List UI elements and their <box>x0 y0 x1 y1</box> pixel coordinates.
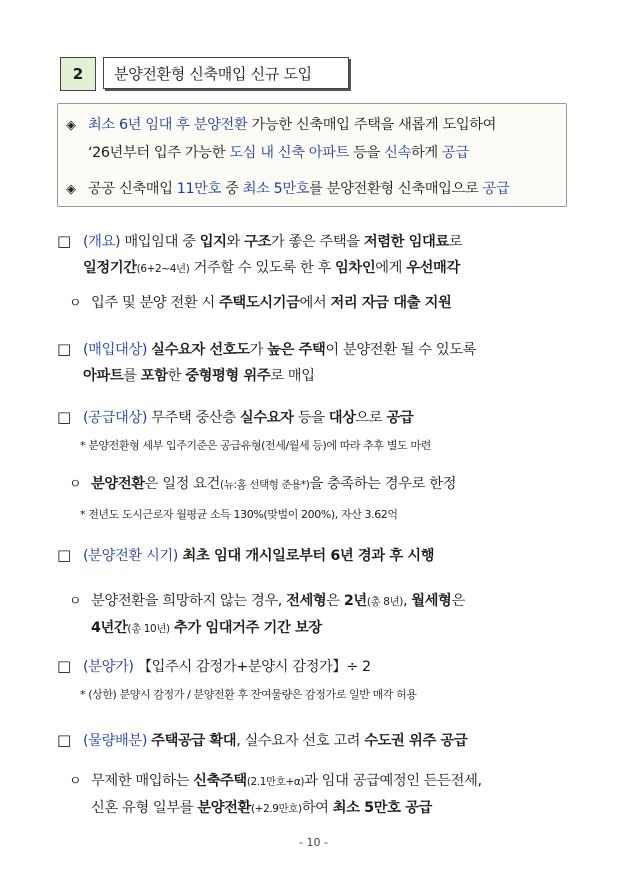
circle-bullet-icon: ㅇ <box>69 296 82 311</box>
summary-line-1 <box>66 112 558 139</box>
circle-bullet-icon: ㅇ <box>69 477 82 492</box>
square-bullet-icon: □ <box>57 546 71 564</box>
circle-bullet-icon: ㅇ <box>69 774 82 789</box>
diamond-bullet-icon: ◈ <box>66 118 76 133</box>
section-title: 분양전환형 신축매입 신규 도입 <box>103 57 349 89</box>
supply-note: * 분양전환형 세부 입주기준은 공급유형(전세/월세 등)에 따라 추후 별도 마련 <box>80 439 431 452</box>
circle-bullet-icon: ㅇ <box>69 594 82 609</box>
summary-line-1-cont: ‘26년부터 입주 가능한 도심 내 신축 아파트 등을 신속하게 공급 <box>88 145 469 161</box>
square-bullet-icon: □ <box>57 731 71 749</box>
item-supply: □ (공급대상) 무주택 중산층 실수요자 등을 대상으로 공급 <box>57 404 572 431</box>
item-target: □ (매입대상) 실수요자 선호도가 높은 주택이 분양전환 될 수 있도록 아파트를 포함한 중형평형 위주로 매입 <box>57 336 572 389</box>
item-allocation: □ (물량배분) 주택공급 확대, 실수요자 선호 고려 수도권 위주 공급 <box>57 727 572 754</box>
square-bullet-icon: □ <box>57 408 71 426</box>
conversion-note: * 전년도 도시근로자 월평균 소득 130%(맞벌이 200%), 자산 3.62억 <box>80 508 398 521</box>
square-bullet-icon: □ <box>57 657 71 675</box>
item-overview: □ (개요) 매입임대 중 입지와 구조가 좋은 주택을 저렴한 임대료로 일정기간(6+2~4년) 거주할 수 있도록 한 후 임차인에게 우선매각 <box>57 228 572 282</box>
page-number: - 10 - <box>299 836 328 849</box>
item-price: □ (분양가) 【입주시 감정가+분양시 감정가】÷ 2 <box>57 653 572 680</box>
item-conversion: ㅇ 분양전환은 일정 요건(뉴:홈 선택형 준용*)을 충족하는 경우로 한정 <box>57 471 572 498</box>
item-timing-detail: ㅇ 분양전환을 희망하지 않는 경우, 전세형은 2년(총 8년), 월세형은 4년간(총 10년) 추가 임대거주 기간 보장 <box>57 588 572 642</box>
section-header <box>60 57 349 91</box>
section-number: 2 <box>60 57 96 91</box>
summary-text: 가능한 신축매입 주택을 새롭게 도입하여 <box>247 117 497 133</box>
item-timing: □ (분양전환 시기) 최초 임대 개시일로부터 6년 경과 후 시행 <box>57 542 572 569</box>
diamond-bullet-icon: ◈ <box>66 182 76 197</box>
square-bullet-icon: □ <box>57 340 71 358</box>
summary-line-2: ◈ 공공 신축매입 11만호 중 최소 5만호를 분양전환형 신축매입으로 공급 <box>66 176 558 203</box>
price-note: * (상한) 분양시 감정가 / 분양전환 후 잔여물량은 감정가로 일반 매각 허용 <box>80 688 417 701</box>
item-allocation-detail: ㅇ 무제한 매입하는 신축주택(2.1만호+α)과 임대 공급예정인 든든전세, 신혼 유형 일부를 분양전환(+2.9만호)하여 최소 5만호 공급 <box>57 768 572 822</box>
summary-emphasis: 최소 6년 임대 후 분양전환 <box>88 117 248 133</box>
summary-box <box>57 103 567 207</box>
item-loan: ㅇ 입주 및 분양 전환 시 주택도시기금에서 저리 자금 대출 지원 <box>57 290 572 317</box>
square-bullet-icon: □ <box>57 232 71 250</box>
